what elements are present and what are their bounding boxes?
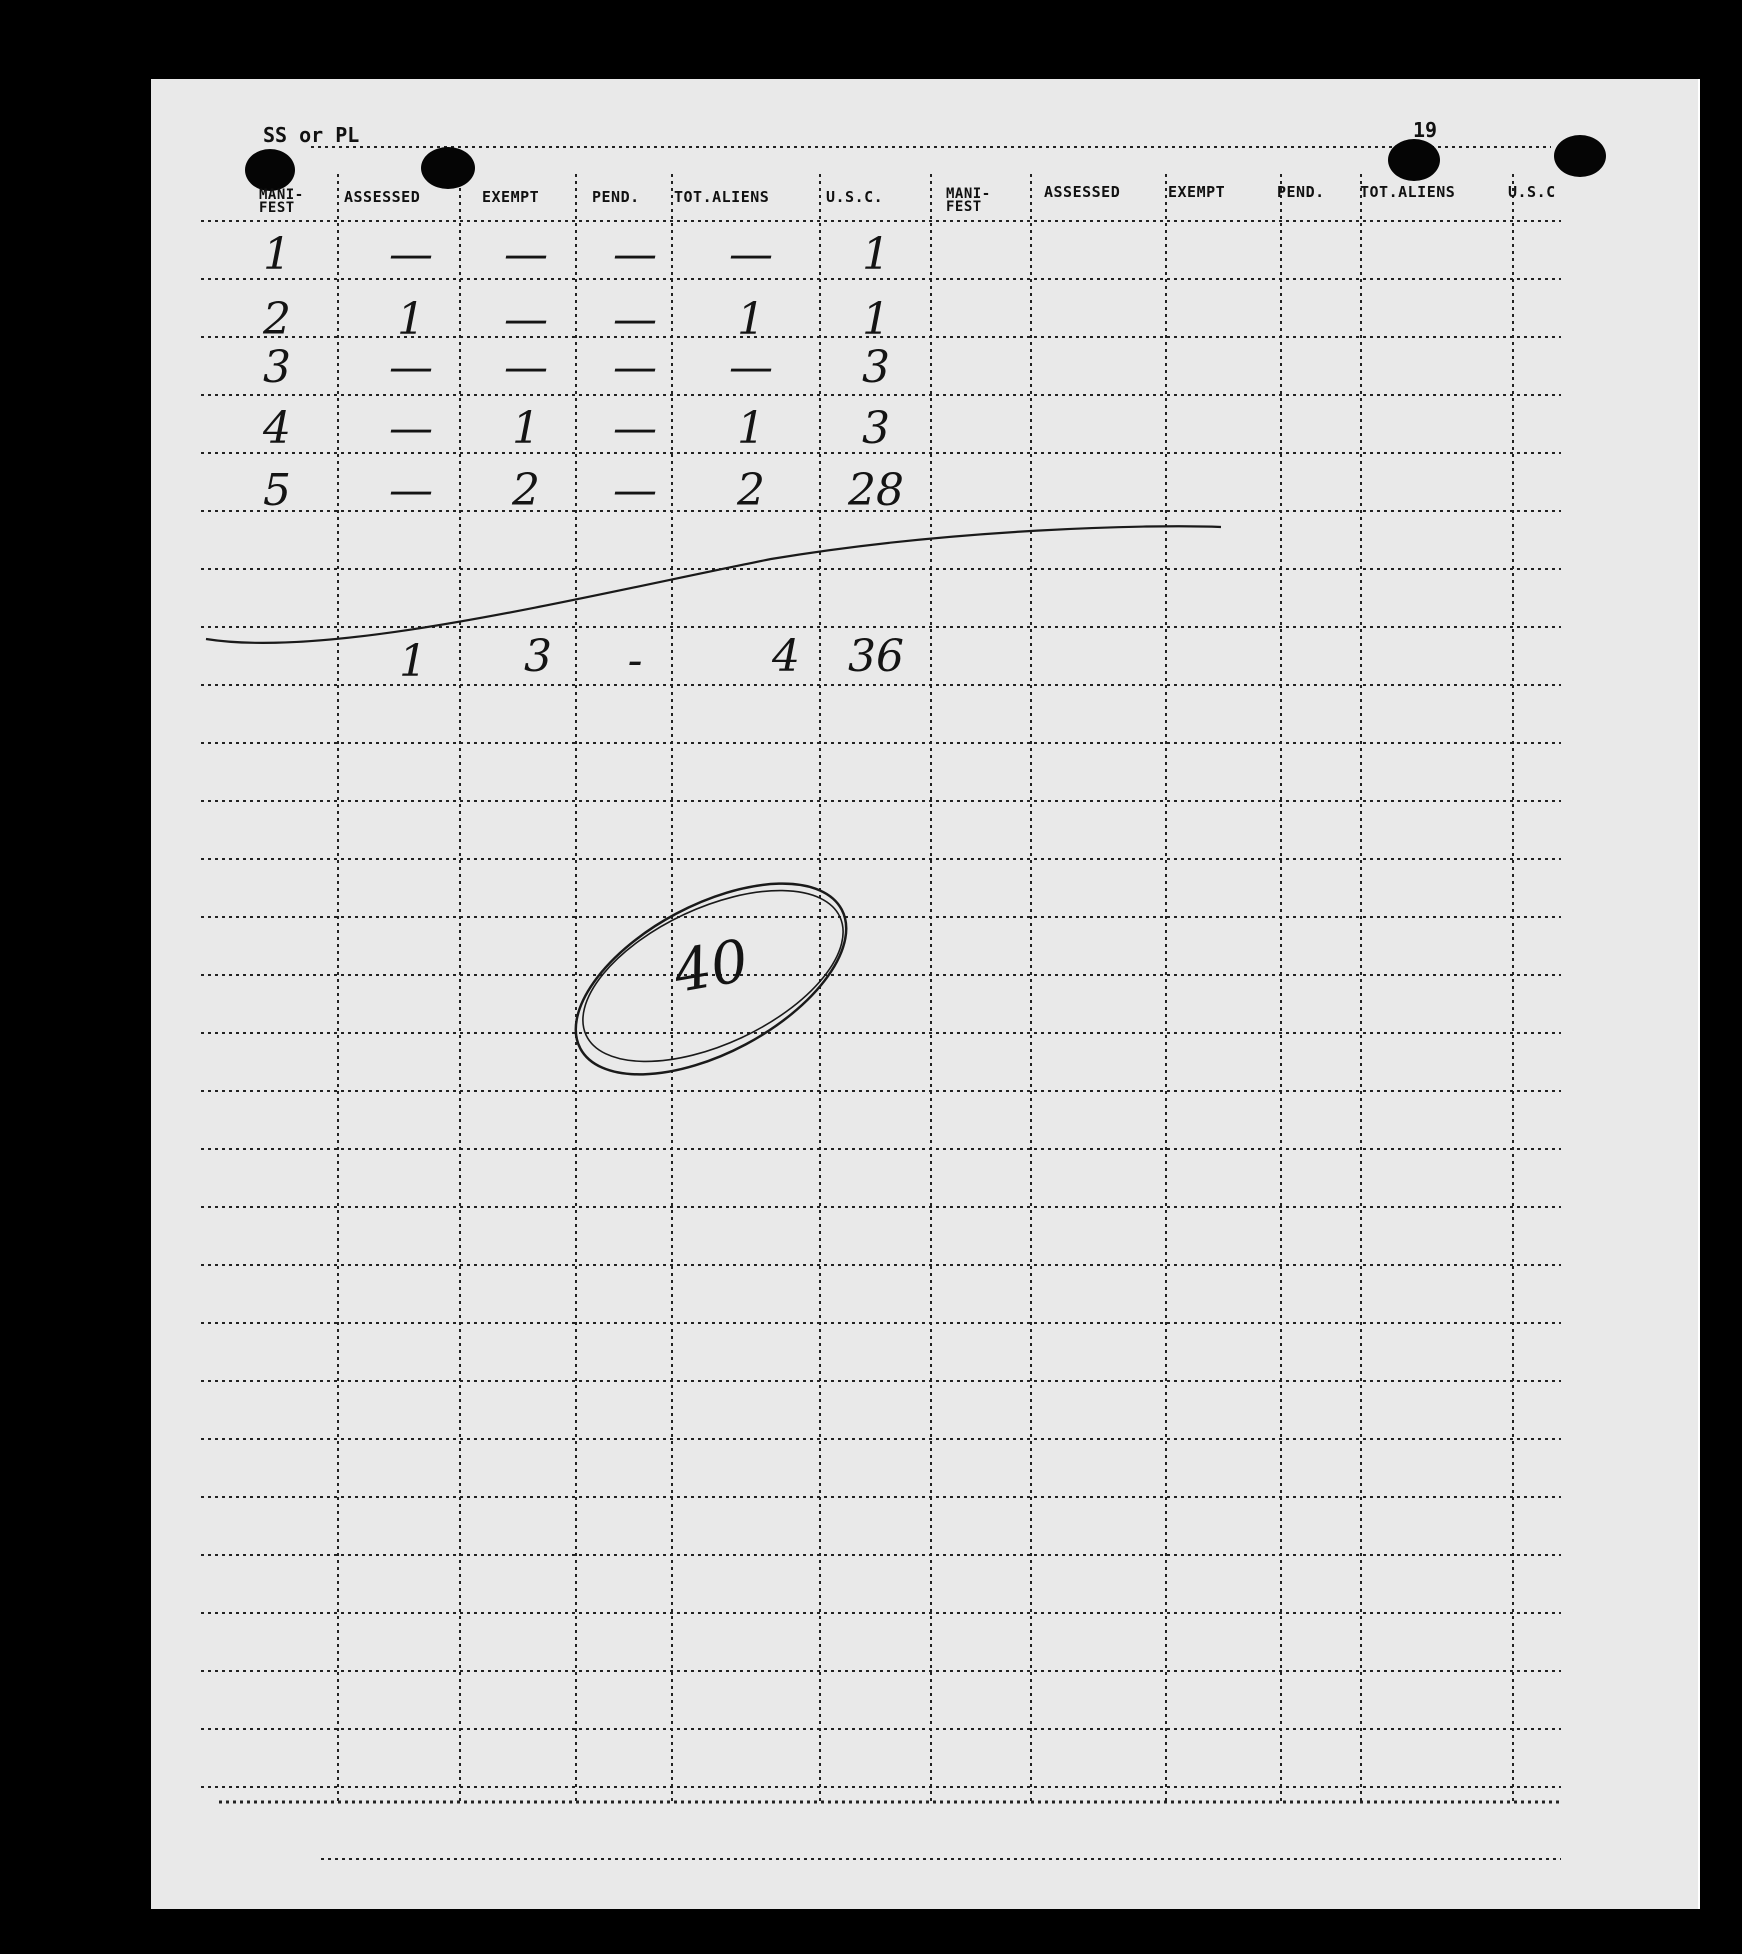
cell-tot-aliens: — bbox=[729, 229, 773, 280]
total-usc: 36 bbox=[848, 631, 904, 682]
total-pend: - bbox=[627, 635, 643, 686]
header-usc-left: U.S.C. bbox=[826, 188, 884, 206]
cell-tot-aliens: 1 bbox=[737, 403, 765, 454]
header-pend-left: PEND. bbox=[592, 188, 640, 206]
header-exempt-left: EXEMPT bbox=[482, 188, 540, 206]
cell-tot-aliens: 1 bbox=[737, 294, 765, 345]
cell-exempt: — bbox=[504, 294, 548, 345]
cell-pend: — bbox=[613, 465, 657, 516]
header-manifest-left: MANI- FEST bbox=[259, 187, 304, 216]
cell-tot-aliens: — bbox=[729, 342, 773, 393]
cell-usc: 1 bbox=[862, 294, 890, 345]
header-tot-aliens-right: TOT.ALIENS bbox=[1360, 183, 1456, 201]
cell-usc: 28 bbox=[848, 465, 904, 516]
header-tot-aliens-left: TOT.ALIENS bbox=[674, 188, 770, 206]
total-tot-aliens: 4 bbox=[772, 631, 800, 682]
cell-exempt: — bbox=[504, 342, 548, 393]
year-label: 19 bbox=[1413, 118, 1438, 142]
cell-exempt: 2 bbox=[512, 465, 540, 516]
cell-pend: — bbox=[613, 229, 657, 280]
total-exempt: 3 bbox=[524, 631, 552, 682]
header-manifest-right: MANI- FEST bbox=[946, 186, 991, 215]
header-pend-right: PEND. bbox=[1277, 183, 1325, 201]
cell-usc: 3 bbox=[862, 342, 890, 393]
cell-usc: 1 bbox=[862, 229, 890, 280]
header-exempt-right: EXEMPT bbox=[1168, 183, 1226, 201]
punch-hole bbox=[421, 147, 475, 189]
cell-exempt: — bbox=[504, 229, 548, 280]
cell-tot-aliens: 2 bbox=[737, 465, 765, 516]
cell-assessed: — bbox=[389, 465, 433, 516]
cell-assessed: 1 bbox=[397, 294, 425, 345]
punch-hole bbox=[245, 149, 295, 191]
cell-manifest: 4 bbox=[263, 403, 291, 454]
cell-assessed: — bbox=[389, 229, 433, 280]
cell-exempt: 1 bbox=[512, 403, 540, 454]
header-assessed-left: ASSESSED bbox=[344, 188, 421, 206]
punch-hole bbox=[1554, 135, 1606, 177]
cell-manifest: 1 bbox=[263, 229, 291, 280]
header-usc-right: U.S.C bbox=[1508, 183, 1556, 201]
cell-pend: — bbox=[613, 294, 657, 345]
total-stroke-line bbox=[206, 526, 1221, 643]
cell-assessed: — bbox=[389, 342, 433, 393]
cell-usc: 3 bbox=[862, 403, 890, 454]
total-assessed: 1 bbox=[399, 636, 427, 687]
form-sheet bbox=[151, 79, 1700, 1909]
punch-hole bbox=[1388, 139, 1440, 181]
cell-assessed: — bbox=[389, 403, 433, 454]
cell-pend: — bbox=[613, 342, 657, 393]
cell-manifest: 5 bbox=[263, 465, 291, 516]
cell-pend: — bbox=[613, 403, 657, 454]
cell-manifest: 3 bbox=[263, 342, 291, 393]
cell-manifest: 2 bbox=[263, 294, 291, 345]
ship-label: SS or PL bbox=[263, 123, 360, 147]
grand-total: 40 bbox=[668, 926, 754, 1006]
header-assessed-right: ASSESSED bbox=[1044, 183, 1121, 201]
